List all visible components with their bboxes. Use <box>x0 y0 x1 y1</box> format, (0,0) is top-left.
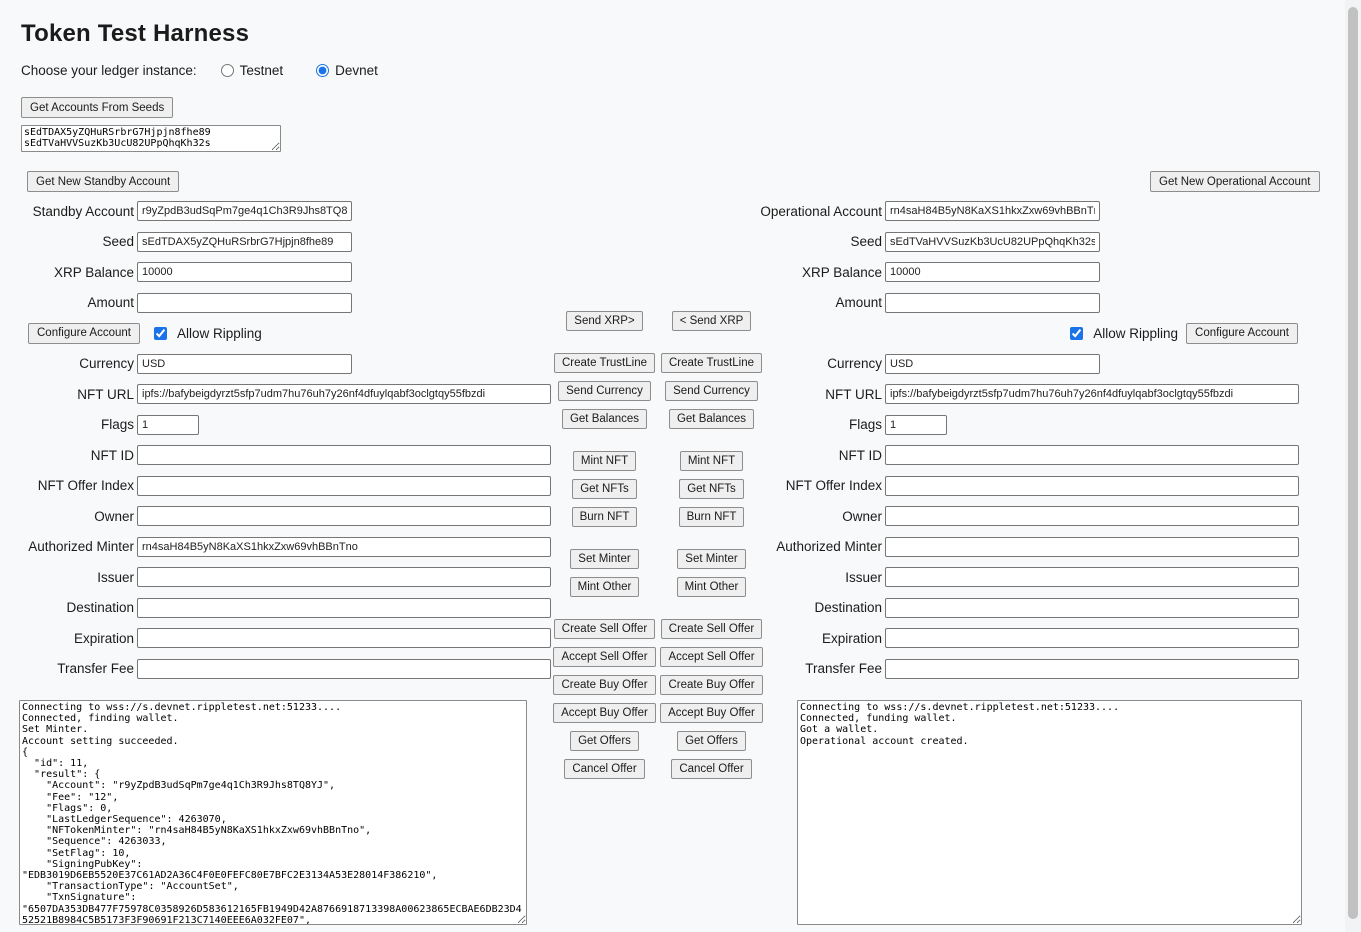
operational-amount-row <box>740 293 1300 313</box>
standby-issuer-label: Issuer <box>97 569 134 585</box>
devnet-radio[interactable] <box>316 64 329 77</box>
operational-nft-offer-index-field[interactable] <box>885 476 1299 496</box>
standby-nft-id-field[interactable] <box>137 445 551 465</box>
operational-account-row <box>740 201 1300 221</box>
operational-currency-field[interactable] <box>885 354 1100 374</box>
standby-results-textarea[interactable] <box>19 700 527 925</box>
set-minter-standby-button[interactable]: Set Minter <box>570 549 638 569</box>
standby-account-field[interactable] <box>137 201 352 221</box>
standby-account-form <box>20 201 554 689</box>
operational-allow-rippling-label: Allow Rippling <box>1093 325 1179 341</box>
send-currency-standby-button[interactable]: Send Currency <box>558 381 651 401</box>
operational-amount-field[interactable] <box>885 293 1100 313</box>
operational-authorized-minter-label: Authorized Minter <box>776 539 882 554</box>
operational-issuer-row <box>740 567 1300 587</box>
get-offers-standby-button[interactable]: Get Offers <box>570 731 639 751</box>
operational-currency-row <box>740 354 1300 374</box>
get-nfts-standby-button[interactable]: Get NFTs <box>572 479 637 499</box>
cancel-offer-standby-button[interactable]: Cancel Offer <box>564 759 644 779</box>
standby-allow-rippling-checkbox[interactable] <box>154 327 167 340</box>
operational-transfer-fee-label: Transfer Fee <box>805 661 882 676</box>
standby-nft-url-field[interactable] <box>137 384 551 404</box>
operational-currency-label: Currency <box>827 356 882 371</box>
standby-flags-field[interactable] <box>137 415 199 435</box>
testnet-radio-label: Testnet <box>239 63 284 78</box>
operational-expiration-field[interactable] <box>885 628 1299 648</box>
operational-flags-row <box>740 415 1300 435</box>
operational-configure-account-button[interactable]: Configure Account <box>1186 323 1298 344</box>
mint-nft-operational-button[interactable]: Mint NFT <box>680 451 743 471</box>
standby-configure-row <box>20 323 554 343</box>
standby-seed-field[interactable] <box>137 232 352 252</box>
operational-owner-field[interactable] <box>885 506 1299 526</box>
get-new-standby-account-button[interactable]: Get New Standby Account <box>27 171 179 192</box>
get-accounts-from-seeds-button[interactable]: Get Accounts From Seeds <box>21 97 173 118</box>
standby-issuer-row <box>20 567 554 587</box>
standby-transfer-fee-field[interactable] <box>137 659 551 679</box>
standby-seed-label: Seed <box>102 234 134 249</box>
operational-owner-label: Owner <box>842 508 882 524</box>
standby-transfer-fee-label: Transfer Fee <box>57 661 134 676</box>
page-scrollbar[interactable] <box>1345 0 1361 932</box>
operational-nft-offer-index-label: NFT Offer Index <box>785 478 882 493</box>
standby-currency-label: Currency <box>79 356 134 371</box>
standby-xrp-balance-row <box>20 262 554 282</box>
standby-expiration-field[interactable] <box>137 628 551 648</box>
operational-destination-row <box>740 598 1300 618</box>
testnet-radio[interactable] <box>221 64 234 77</box>
operational-transfer-fee-field[interactable] <box>885 659 1299 679</box>
set-minter-operational-button[interactable]: Set Minter <box>677 549 745 569</box>
create-sell-offer-operational-button[interactable]: Create Sell Offer <box>661 619 762 639</box>
standby-seed-row <box>20 232 554 252</box>
standby-destination-row <box>20 598 554 618</box>
standby-expiration-row <box>20 628 554 648</box>
cancel-offer-operational-button[interactable]: Cancel Offer <box>671 759 751 779</box>
standby-nft-offer-index-row <box>20 476 554 496</box>
operational-results-textarea[interactable] <box>797 700 1302 925</box>
standby-authorized-minter-field[interactable] <box>137 537 551 557</box>
send-xrp-operational-button[interactable]: < Send XRP <box>672 311 752 331</box>
burn-nft-operational-button[interactable]: Burn NFT <box>679 507 745 527</box>
standby-configure-account-button[interactable]: Configure Account <box>28 323 140 344</box>
operational-account-field[interactable] <box>885 201 1100 221</box>
operational-authorized-minter-row <box>740 537 1300 557</box>
operational-expiration-row <box>740 628 1300 648</box>
standby-destination-label: Destination <box>66 600 134 615</box>
devnet-radio-label: Devnet <box>335 63 378 78</box>
send-currency-operational-button[interactable]: Send Currency <box>665 381 758 401</box>
operational-transfer-fee-row <box>740 659 1300 679</box>
mint-nft-standby-button[interactable]: Mint NFT <box>573 451 636 471</box>
standby-flags-label: Flags <box>100 417 134 432</box>
get-offers-operational-button[interactable]: Get Offers <box>677 731 746 751</box>
standby-currency-row <box>20 354 554 374</box>
mint-other-standby-button[interactable]: Mint Other <box>570 577 640 597</box>
create-trustline-operational-button[interactable]: Create TrustLine <box>661 353 762 373</box>
operational-nft-id-label: NFT ID <box>838 447 882 463</box>
get-nfts-operational-button[interactable]: Get NFTs <box>679 479 744 499</box>
operational-issuer-field[interactable] <box>885 567 1299 587</box>
operational-xrp-balance-row <box>740 262 1300 282</box>
create-buy-offer-operational-button[interactable]: Create Buy Offer <box>660 675 762 695</box>
accept-buy-offer-operational-button[interactable]: Accept Buy Offer <box>660 703 763 723</box>
standby-authorized-minter-row <box>20 537 554 557</box>
standby-amount-field[interactable] <box>137 293 352 313</box>
standby-nft-id-label: NFT ID <box>90 447 134 463</box>
standby-authorized-minter-label: Authorized Minter <box>28 539 134 554</box>
standby-nft-url-row <box>20 384 554 404</box>
standby-flags-row <box>20 415 554 435</box>
operational-amount-label: Amount <box>835 295 882 310</box>
standby-xrp-balance-label: XRP Balance <box>53 264 134 280</box>
operational-owner-row <box>740 506 1300 526</box>
standby-issuer-field[interactable] <box>137 567 551 587</box>
operational-nft-id-field[interactable] <box>885 445 1299 465</box>
standby-owner-field[interactable] <box>137 506 551 526</box>
operational-authorized-minter-field[interactable] <box>885 537 1299 557</box>
get-new-operational-account-button[interactable]: Get New Operational Account <box>1150 171 1320 192</box>
operational-account-form <box>740 201 1300 689</box>
operational-nft-url-label: NFT URL <box>825 386 882 402</box>
operational-nft-offer-index-row <box>740 476 1300 496</box>
operational-flags-field[interactable] <box>885 415 947 435</box>
standby-xrp-balance-field[interactable] <box>137 262 352 282</box>
operational-nft-url-field[interactable] <box>885 384 1299 404</box>
standby-account-row <box>20 201 554 221</box>
standby-nft-url-label: NFT URL <box>77 386 134 402</box>
seeds-textarea[interactable] <box>21 125 281 152</box>
standby-nft-offer-index-field[interactable] <box>137 476 551 496</box>
get-balances-standby-button[interactable]: Get Balances <box>562 409 647 429</box>
standby-destination-field[interactable] <box>137 598 551 618</box>
get-balances-operational-button[interactable]: Get Balances <box>669 409 754 429</box>
create-sell-offer-standby-button[interactable]: Create Sell Offer <box>554 619 655 639</box>
standby-owner-label: Owner <box>94 508 134 524</box>
standby-amount-row <box>20 293 554 313</box>
standby-transfer-fee-row <box>20 659 554 679</box>
accept-sell-offer-standby-button[interactable]: Accept Sell Offer <box>553 647 655 667</box>
operational-nft-id-row <box>740 445 1300 465</box>
page-scrollbar-thumb[interactable] <box>1348 7 1358 919</box>
operational-xrp-balance-field[interactable] <box>885 262 1100 282</box>
operational-destination-field[interactable] <box>885 598 1299 618</box>
mint-other-operational-button[interactable]: Mint Other <box>677 577 747 597</box>
operational-flags-label: Flags <box>848 417 882 432</box>
operational-nft-url-row <box>740 384 1300 404</box>
standby-account-label: Standby Account <box>32 203 134 219</box>
send-xrp-standby-button[interactable]: Send XRP> <box>566 311 642 331</box>
standby-owner-row <box>20 506 554 526</box>
standby-nft-offer-index-label: NFT Offer Index <box>37 478 134 493</box>
operational-destination-label: Destination <box>814 600 882 615</box>
operational-seed-row <box>740 232 1300 252</box>
create-buy-offer-standby-button[interactable]: Create Buy Offer <box>553 675 655 695</box>
standby-nft-id-row <box>20 445 554 465</box>
ledger-instance-chooser <box>21 63 411 78</box>
standby-expiration-label: Expiration <box>73 630 134 646</box>
operational-configure-row <box>740 323 1298 343</box>
operational-seed-label: Seed <box>850 234 882 249</box>
standby-allow-rippling-label: Allow Rippling <box>176 325 262 341</box>
operational-allow-rippling-checkbox[interactable] <box>1070 327 1083 340</box>
operational-seed-field[interactable] <box>885 232 1100 252</box>
operational-account-label: Operational Account <box>760 203 882 219</box>
operational-actions-stack <box>647 311 776 787</box>
accept-sell-offer-operational-button[interactable]: Accept Sell Offer <box>660 647 762 667</box>
ledger-instance-label: Choose your ledger instance: <box>21 63 197 78</box>
operational-expiration-label: Expiration <box>821 630 882 646</box>
accept-buy-offer-standby-button[interactable]: Accept Buy Offer <box>553 703 656 723</box>
burn-nft-standby-button[interactable]: Burn NFT <box>572 507 638 527</box>
operational-xrp-balance-label: XRP Balance <box>801 264 882 280</box>
operational-issuer-label: Issuer <box>845 569 882 585</box>
standby-amount-label: Amount <box>87 295 134 310</box>
create-trustline-standby-button[interactable]: Create TrustLine <box>554 353 655 373</box>
page-title: Token Test Harness <box>21 20 250 47</box>
standby-currency-field[interactable] <box>137 354 352 374</box>
